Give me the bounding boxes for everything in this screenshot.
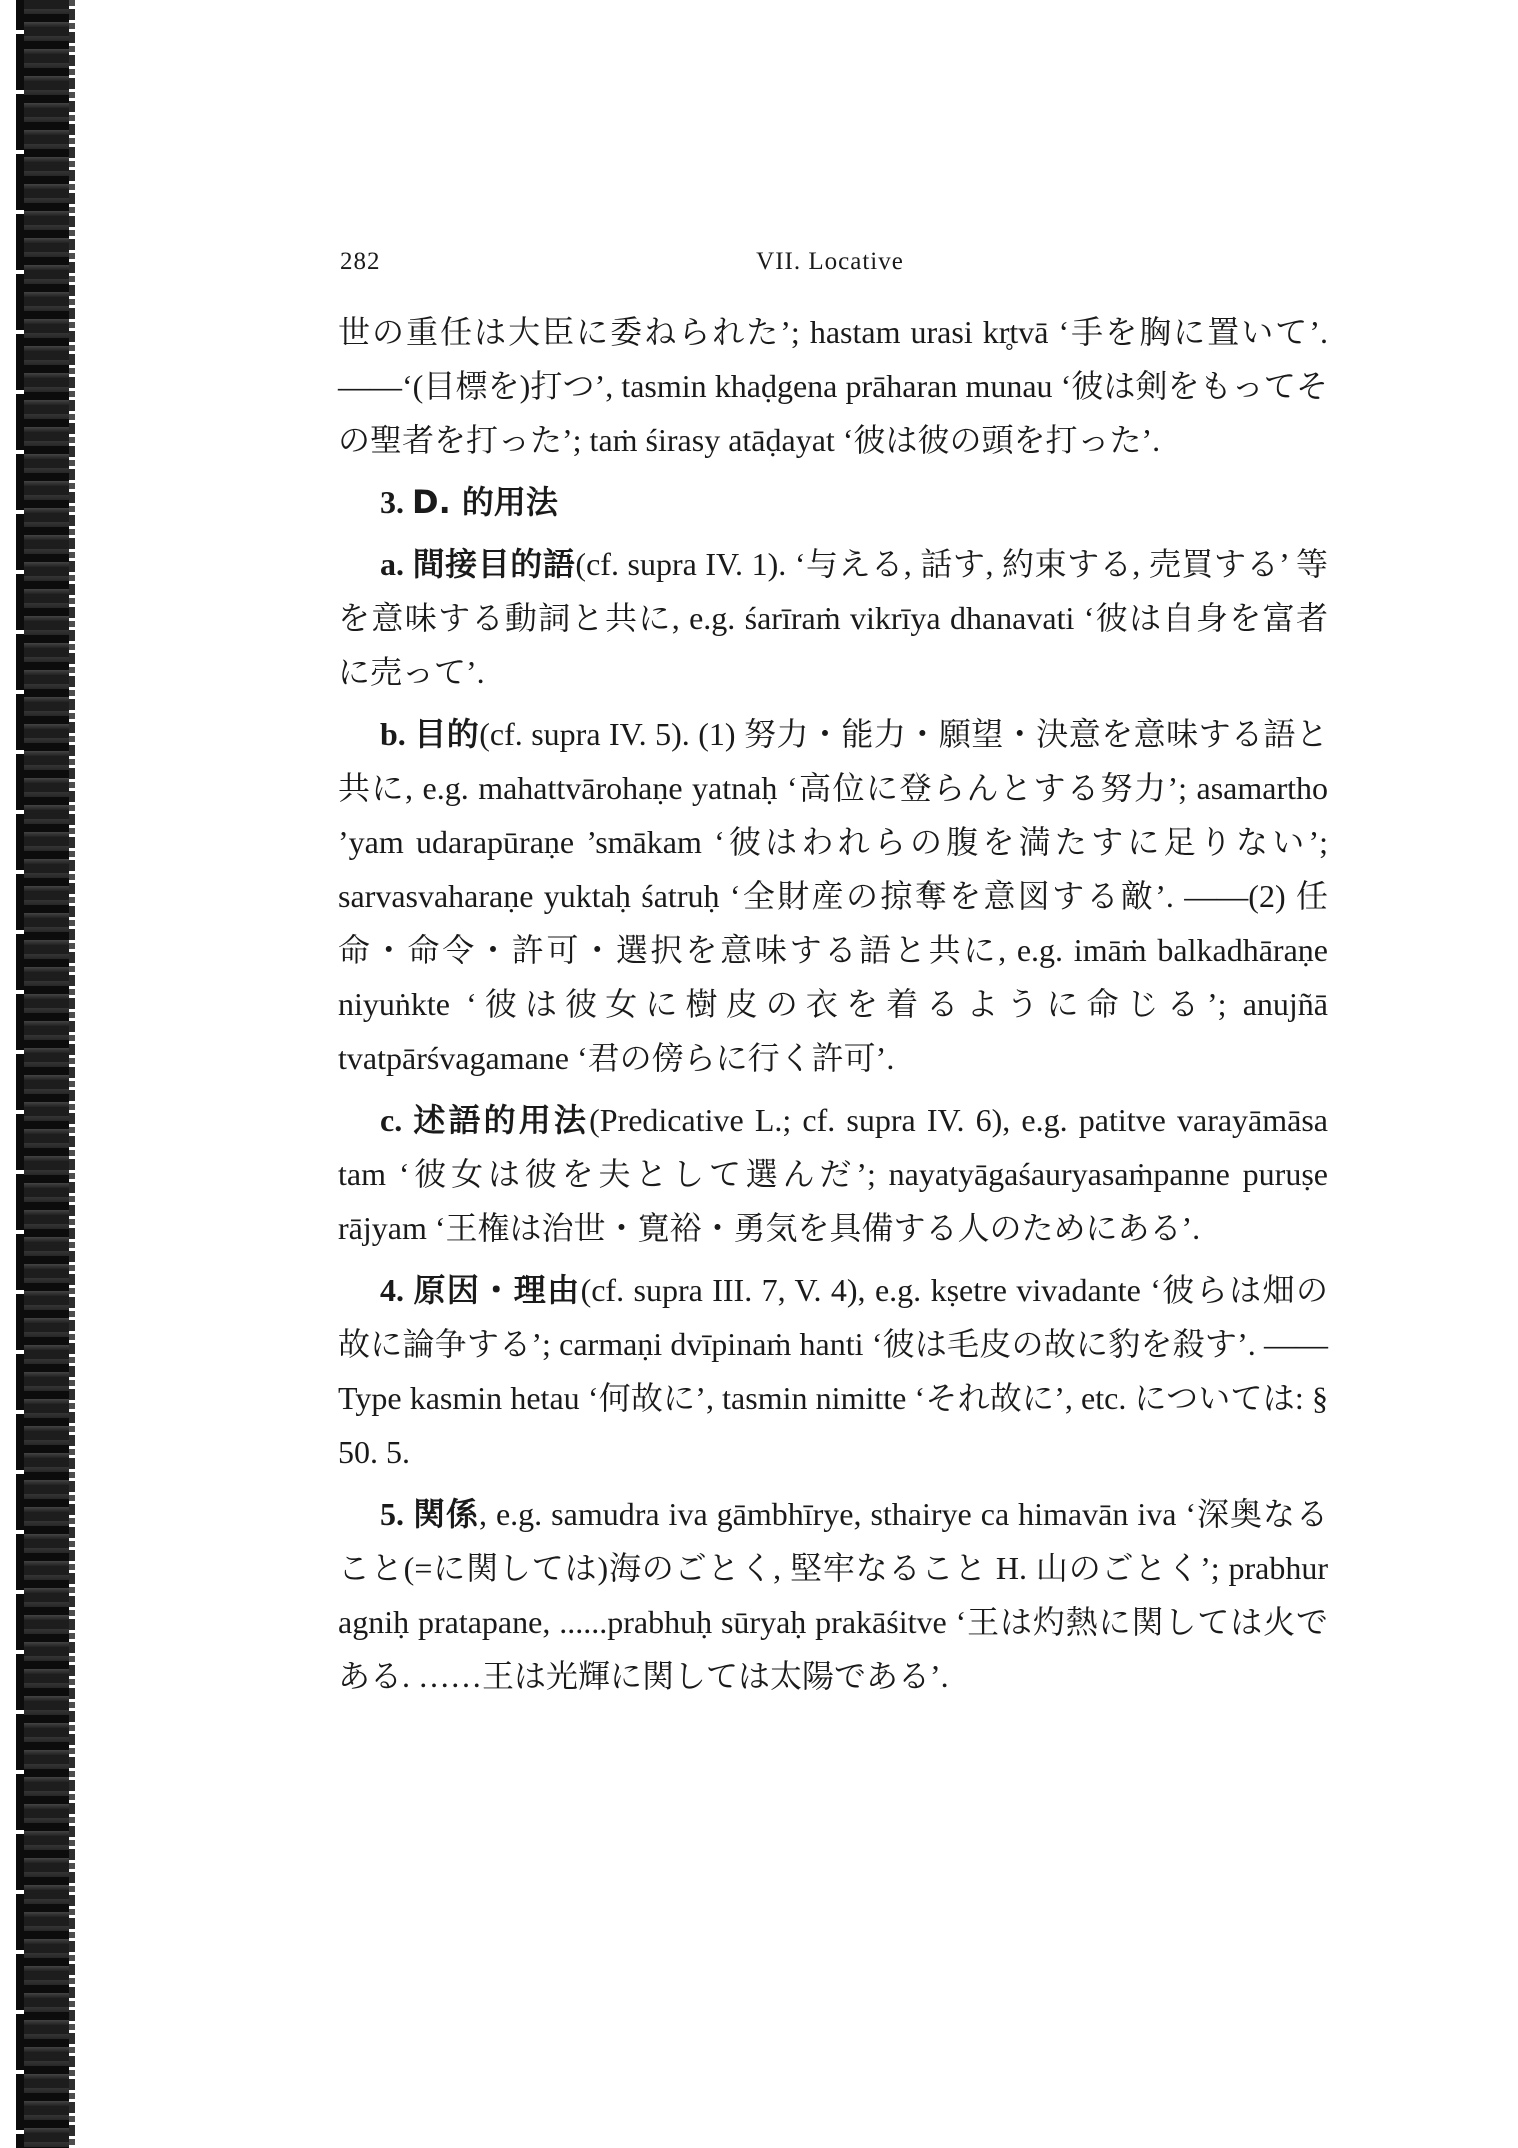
paragraph-text: (Predicative L.; cf. supra IV. 6), e.g. patitve varayāmāsa tam ‘彼女は彼を夫として選んだ’; nayatyāgaśauryasaṁpanne puruṣe rājyam ‘王権は治世・寛裕・勇気を具備する人のためにある’.	[338, 1102, 1329, 1246]
item-label: 原因・理由	[413, 1271, 581, 1309]
section-number: 3.	[380, 484, 404, 520]
item-number: 4.	[380, 1272, 404, 1308]
paragraph-text: (cf. supra IV. 5). (1) 努力・能力・願望・決意を意味する語と共に, e.g. mahattvārohaṇe yatnaḥ ‘高位に登らんとする努力’; asamartho ’yam udarapūraṇe ’smākam ‘彼はわれらの腹を満たすに足りない’; sarvasvaharaṇe yuktaḥ śatruḥ ‘全財産の掠奪を意図する敵’. ——(2) 任命・命令・許可・選択を意味する語と共に, e.g. imāṁ balkadhāraṇe niyuṅkte ‘彼は彼女に樹皮の衣を着るように命じる’; anujñā tvatpārśvagamane ‘君の傍らに行く許可’.	[338, 716, 1328, 1076]
book-binding-edge	[22, 0, 70, 2148]
running-title: VII. Locative	[756, 248, 904, 275]
paragraph-text: (cf. supra IV. 1). ‘与える, 話す, 約束する, 売買する’ 等を意味する動詞と共に, e.g. śarīraṁ vikrīya dhanavati ‘彼は自身を富者に売って’.	[338, 546, 1328, 690]
paragraph-4	[338, 1263, 1328, 1479]
item-number: b.	[380, 716, 406, 752]
item-number: c.	[380, 1102, 403, 1138]
paragraph-b	[338, 707, 1328, 1085]
paragraph-a	[338, 537, 1328, 699]
section-heading-3	[338, 475, 1328, 529]
body-text	[338, 305, 1328, 1711]
paragraph-5	[338, 1487, 1328, 1703]
page-number: 282	[340, 248, 381, 275]
item-label: 間接目的語	[412, 545, 576, 583]
paragraph-c	[338, 1093, 1328, 1255]
item-label: 関係	[413, 1495, 479, 1533]
page-header	[340, 248, 1320, 288]
paragraph-text: (cf. supra III. 7, V. 4), e.g. kṣetre vivadante ‘彼らは畑の故に論争する’; carmaṇi dvīpinaṁ hanti ‘彼は毛皮の故に豹を殺す’. ——Type kasmin hetau ‘何故に’, tasmin nimitte ‘それ故に’, etc. については: § 50. 5.	[338, 1272, 1328, 1470]
section-title: D. 的用法	[412, 483, 558, 521]
paragraph-continuation	[338, 305, 1328, 467]
item-number: 5.	[380, 1496, 404, 1532]
paragraph-text: , e.g. samudra iva gāmbhīrye, sthairye ca himavān iva ‘深奥なること(=に関しては)海のごとく, 堅牢なること H. 山のごとく’; prabhur agniḥ pratapane, ......prabhuḥ sūryaḥ prakāśitve ‘王は灼熱に関しては火である. ……王は光輝に関しては太陽である’.	[338, 1496, 1328, 1694]
paragraph-text: 世の重任は大臣に委ねられた’; hastam urasi kr̥tvā ‘手を胸に置いて’. ——‘(目標を)打つ’, tasmin khaḍgena prāharan munau ‘彼は剣をもってその聖者を打った’; taṁ śirasy atāḍayat ‘彼は彼の頭を打った’.	[338, 314, 1328, 458]
item-label: 目的	[414, 715, 480, 753]
item-number: a.	[380, 546, 404, 582]
item-label: 述語的用法	[413, 1101, 590, 1139]
